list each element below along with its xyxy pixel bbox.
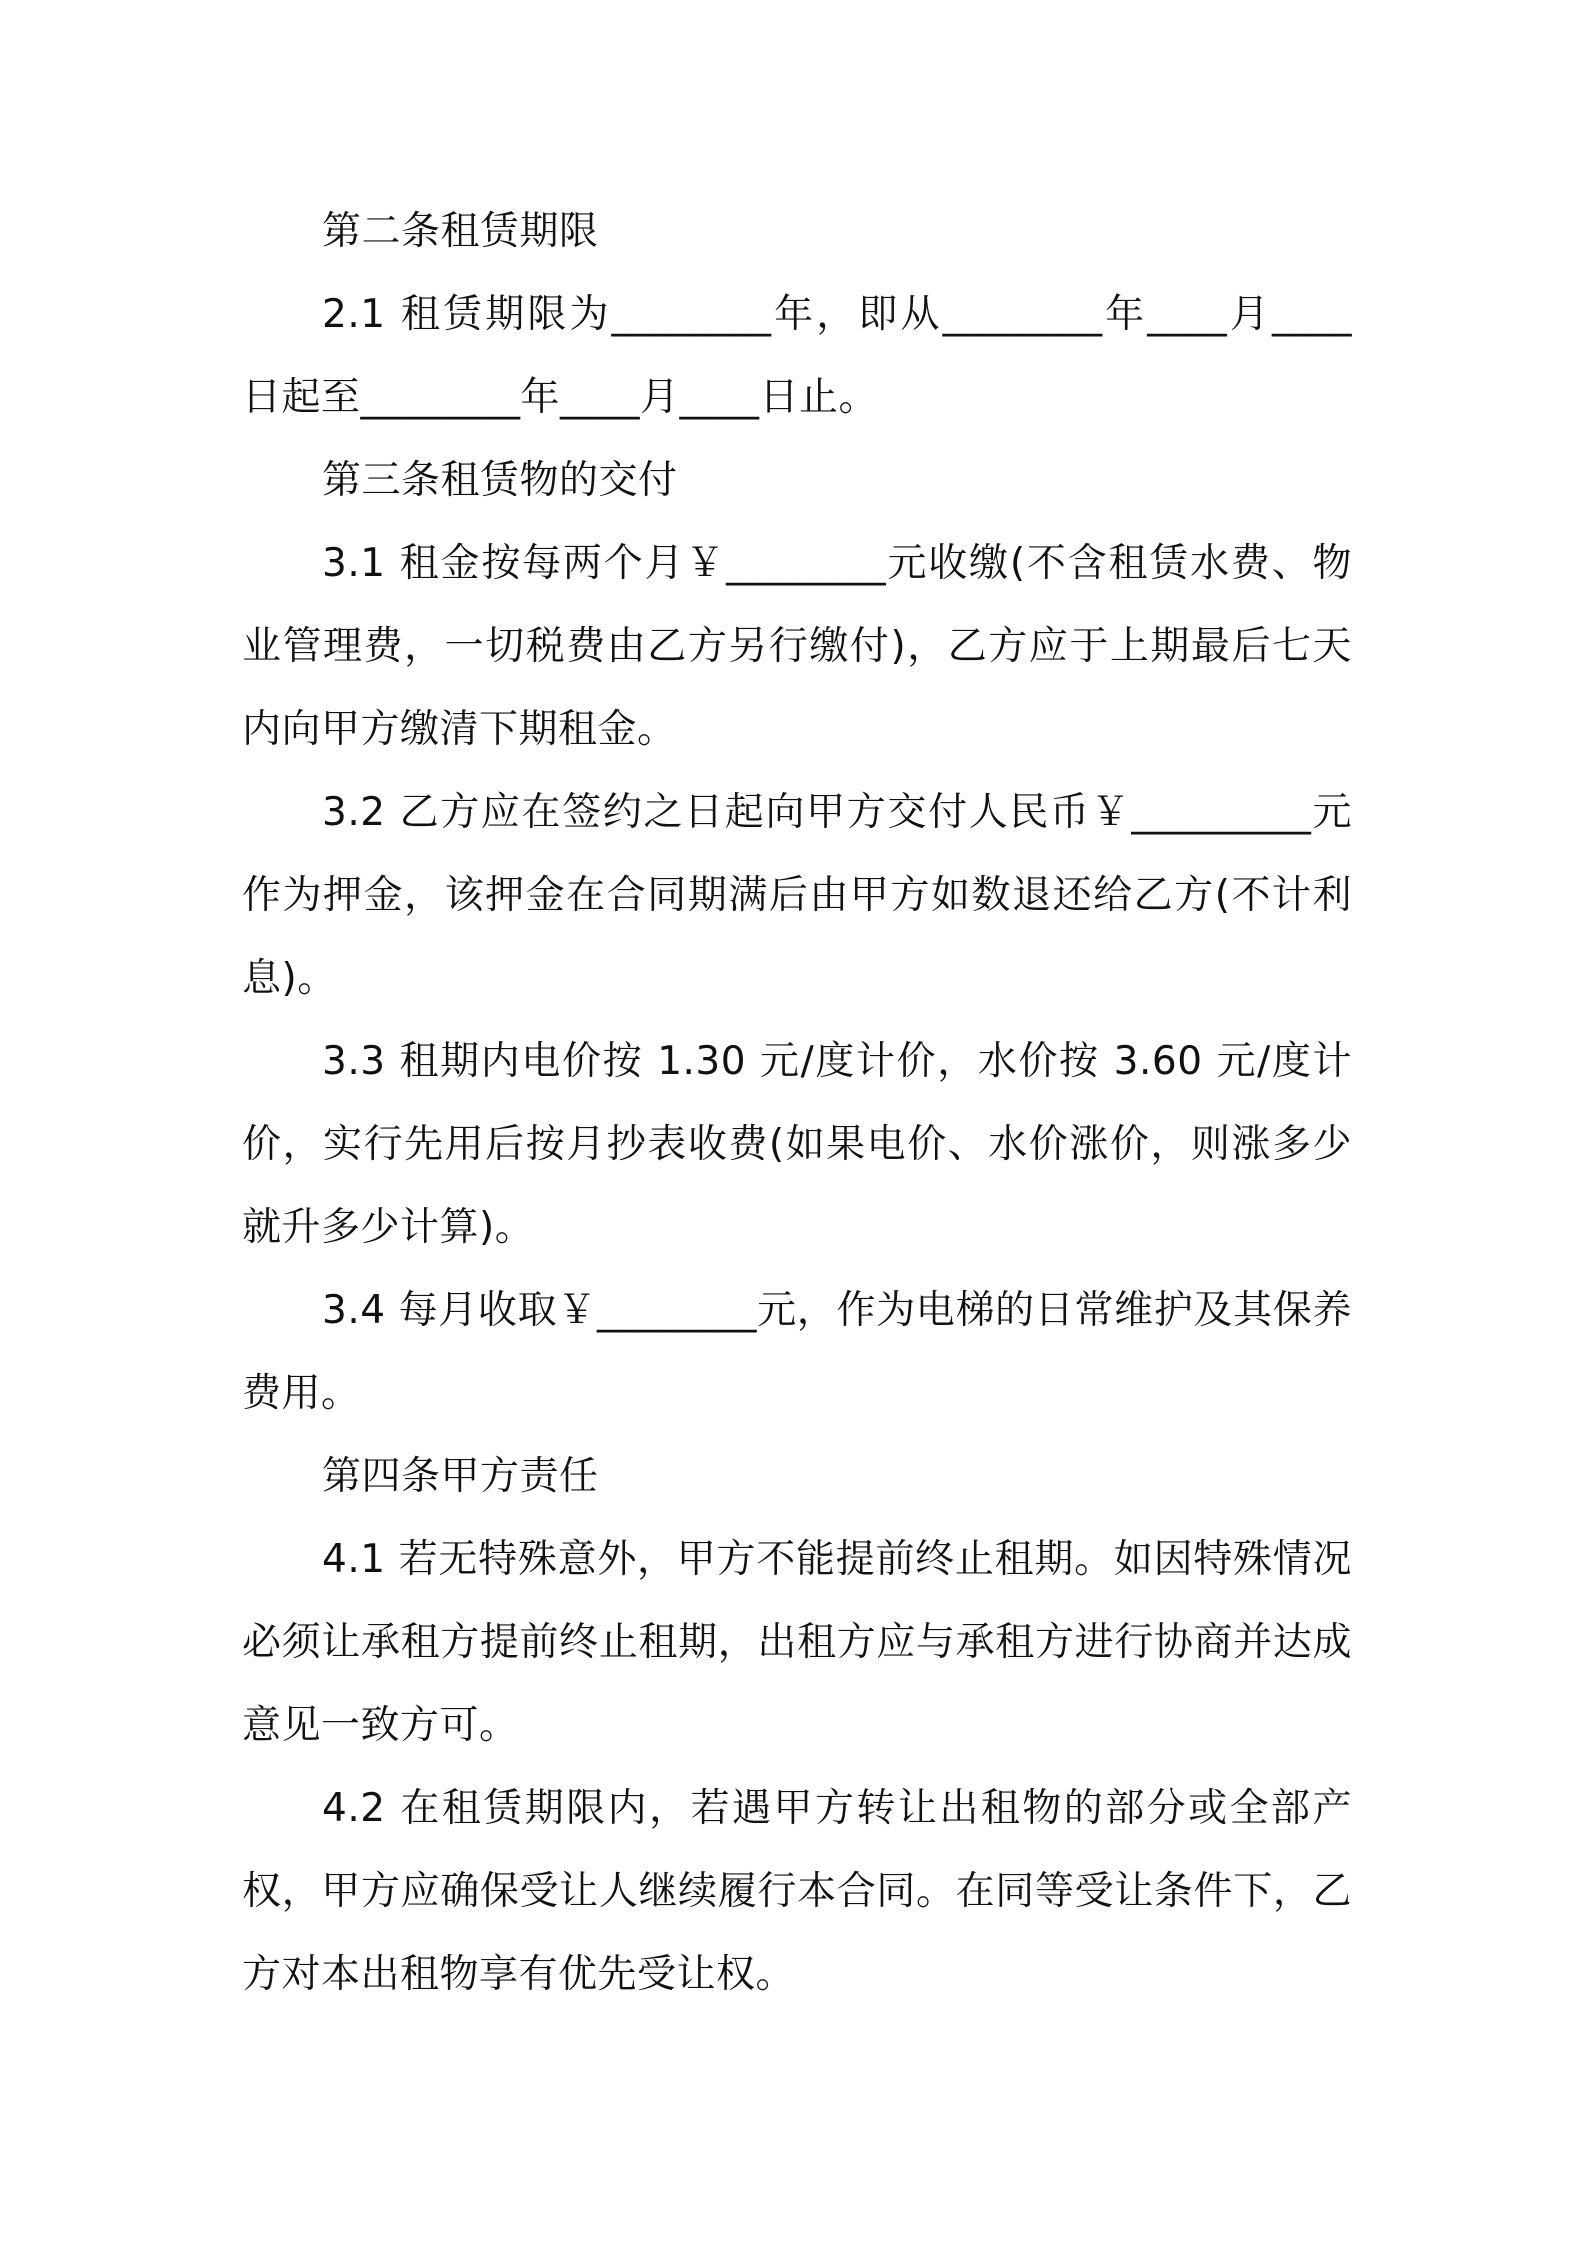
document-body [242, 190, 1352, 2016]
clause-2-1: 2.1 租赁期限为________年，即从________年____月____日起至________年____月____日止。 [242, 292, 1352, 420]
clause-3-1: 3.1 租金按每两个月￥________元收缴(不含租赁水费、物业管理费，一切税费由乙方另行缴付)，乙方应于上期最后七天内向甲方缴清下期租金。 [242, 541, 1352, 752]
clause-4-1: 4.1 若无特殊意外，甲方不能提前终止租期。如因特殊情况必须让承租方提前终止租期，出租方应与承租方进行协商并达成意见一致方可。 [242, 1537, 1352, 1748]
clause-3-4: 3.4 每月收取￥________元，作为电梯的日常维护及其保养费用。 [242, 1288, 1352, 1416]
clause-3-2: 3.2 乙方应在签约之日起向甲方交付人民币￥_________元作为押金，该押金在合同期满后由甲方如数退还给乙方(不计利息)。 [242, 790, 1352, 1001]
section-heading-lessor-duty: 第四条甲方责任 [322, 1454, 599, 1499]
clause-4-2: 4.2 在租赁期限内，若遇甲方转让出租物的部分或全部产权，甲方应确保受让人继续履行本合同。在同等受让条件下，乙方对本出租物享有优先受让权。 [242, 1786, 1352, 1997]
clause-3-3: 3.3 租期内电价按 1.30 元/度计价，水价按 3.60 元/度计价，实行先用后按月抄表收费(如果电价、水价涨价，则涨多少就升多少计算)。 [242, 1039, 1352, 1250]
section-heading-term: 第二条租赁期限 [322, 209, 599, 254]
section-heading-delivery: 第三条租赁物的交付 [322, 458, 678, 503]
